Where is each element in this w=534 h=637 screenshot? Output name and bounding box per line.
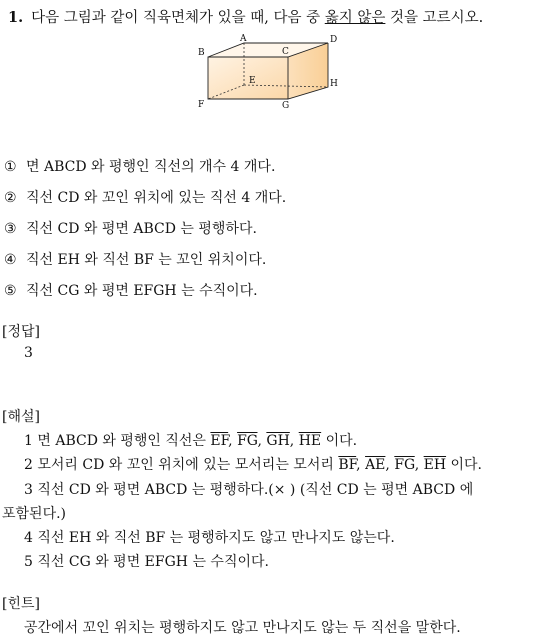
- choice-text: 직선 CG 와 평면 EFGH 는 수직이다.: [26, 283, 258, 299]
- cuboid-front-face: [208, 57, 288, 99]
- separator: ,: [289, 433, 299, 449]
- vertex-label-h: H: [330, 79, 338, 89]
- choice-5[interactable]: [4, 280, 258, 300]
- explanation-line-2: [24, 454, 482, 474]
- segment-bf: $\overline{BF}$: [338, 457, 357, 473]
- separator: ,: [257, 433, 267, 449]
- hint-label: [힌트]: [2, 596, 40, 612]
- choice-text: 면 ABCD 와 평행인 직선의 개수 4 개다.: [26, 159, 276, 175]
- vertex-label-c: C: [282, 47, 289, 57]
- choice-mark: ⑤: [4, 283, 17, 299]
- explanation-line-2-suffix: 이다.: [446, 457, 483, 473]
- segment-ae: $\overline{AE}$: [365, 457, 386, 473]
- segment-ef: $\overline{EF}$: [210, 433, 229, 449]
- explanation-label: [해설]: [2, 409, 40, 425]
- choice-mark: ④: [4, 252, 17, 268]
- cuboid-svg: [196, 33, 346, 113]
- explanation-line-1: [24, 430, 357, 450]
- choice-3[interactable]: [4, 218, 257, 238]
- choice-2[interactable]: [4, 187, 286, 207]
- vertex-label-a: A: [240, 34, 247, 44]
- separator: ,: [414, 457, 424, 473]
- cuboid-figure: [196, 33, 346, 113]
- segment-fg: $\overline{FG}$: [237, 433, 258, 449]
- choice-text: 직선 EH 와 직선 BF 는 꼬인 위치이다.: [26, 252, 267, 268]
- vertex-label-b: B: [198, 48, 205, 58]
- explanation-line-2-prefix: 2 모서리 CD 와 꼬인 위치에 있는 모서리는 모서리: [24, 457, 339, 473]
- question-number: 1.: [8, 9, 24, 26]
- choice-text: 직선 CD 와 꼬인 위치에 있는 직선 4 개다.: [26, 190, 287, 206]
- explanation-line-1-suffix: 이다.: [321, 433, 358, 449]
- choice-4[interactable]: [4, 249, 266, 269]
- choice-mark: ③: [4, 221, 17, 237]
- choice-1[interactable]: [4, 156, 275, 176]
- question-title: [8, 6, 483, 27]
- explanation-line-3b: 포함된다.): [2, 506, 67, 522]
- vertex-label-d: D: [330, 35, 338, 45]
- segment-gh: $\overline{GH}$: [266, 433, 290, 449]
- explanation-line-5: 5 직선 CG 와 평면 EFGH 는 수직이다.: [24, 554, 269, 570]
- choice-mark: ②: [4, 190, 17, 206]
- explanation-line-4: 4 직선 EH 와 직선 BF 는 평행하지도 않고 만나지도 않는다.: [24, 530, 395, 546]
- answer-label: [정답]: [2, 324, 40, 340]
- separator: ,: [356, 457, 366, 473]
- vertex-label-e: E: [249, 76, 256, 86]
- choice-mark: ①: [4, 159, 17, 175]
- vertex-label-g: G: [282, 101, 290, 111]
- vertex-label-f: F: [198, 100, 205, 110]
- segment-eh: $\overline{EH}$: [423, 457, 447, 473]
- question-text-before: 다음 그림과 같이 직육면체가 있을 때, 다음 중: [31, 10, 325, 26]
- explanation-line-3a: 3 직선 CD 와 평면 ABCD 는 평행하다.(× ) (직선 CD 는 평면 ABCD 에: [24, 482, 474, 498]
- question-text-after: 것을 고르시오.: [385, 10, 484, 26]
- separator: ,: [228, 433, 238, 449]
- explanation-line-1-prefix: 1 면 ABCD 와 평행인 직선은: [24, 433, 211, 449]
- answer-value: 3: [24, 345, 33, 361]
- choice-text: 직선 CD 와 평면 ABCD 는 평행하다.: [26, 221, 257, 237]
- hint-text: 공간에서 꼬인 위치는 평행하지도 않고 만나지도 않는 두 직선을 말한다.: [24, 620, 461, 636]
- segment-he: $\overline{HE}$: [298, 433, 322, 449]
- question-text-underlined: 옳지 않은: [324, 10, 386, 26]
- separator: ,: [385, 457, 395, 473]
- segment-fg: $\overline{FG}$: [394, 457, 415, 473]
